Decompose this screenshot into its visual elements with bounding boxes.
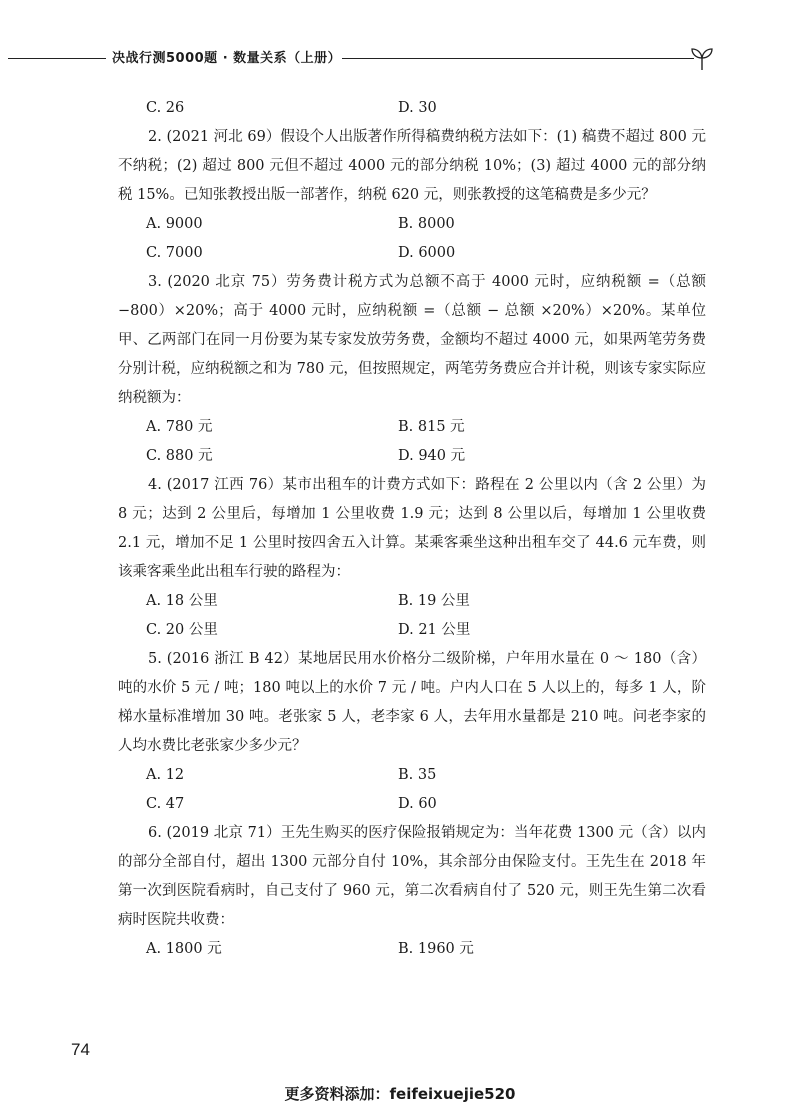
option-a: A. 780 元 <box>146 419 213 435</box>
option-a: A. 12 <box>146 767 185 783</box>
option-c: C. 26 <box>146 100 185 116</box>
header-rule-left <box>8 58 106 59</box>
page-content <box>118 94 706 964</box>
option-a: A. 1800 元 <box>146 941 222 957</box>
option-d: D. 30 <box>398 100 437 116</box>
option-d: D. 60 <box>398 796 437 812</box>
book-title: 决战行测5000题 · 数量关系（上册） <box>112 51 342 66</box>
option-row <box>118 210 706 239</box>
option-row <box>118 442 706 471</box>
option-c: C. 880 元 <box>146 448 213 464</box>
question-text: 2. (2021 河北 69）假设个人出版著作所得稿费纳税方法如下：(1) 稿费不超过 800 元不纳税；(2) 超过 800 元但不超过 4000 元的部分纳税 10%；(3) 超过 4000 元的部分纳税 15%。已知张教授出版一部著作，纳税 620 元，则张教授的这笔稿费是多少元？ <box>118 129 706 203</box>
option-row <box>118 94 706 123</box>
question-text: 4. (2017 江西 76）某市出租车的计费方式如下：路程在 2 公里以内（含 2 公里）为 8 元；达到 2 公里后，每增加 1 公里收费 1.9 元；达到 8 公里以后，每增加 1 公里收费 2.1 元，增加不足 1 公里时按四舍五入计算。某乘客乘坐这种出租车交了 44.6 元车费，则该乘客乘坐此出租车行驶的路程为： <box>118 477 706 580</box>
page-number: 74 <box>71 1040 90 1059</box>
option-b: B. 35 <box>398 767 437 783</box>
option-a: A. 18 公里 <box>146 593 218 609</box>
question-text: 5. (2016 浙江 B 42）某地居民用水价格分二级阶梯，户年用水量在 0 ～ 180（含）吨的水价 5 元 / 吨；180 吨以上的水价 7 元 / 吨。户内人口在 5 人以上的，每多 1 人，阶梯水量标准增加 30 吨。老张家 5 人，老李家 6 人，去年用水量都是 210 吨。问老李家的人均水费比老张家少多少元？ <box>118 651 706 754</box>
option-d: D. 6000 <box>398 245 456 261</box>
option-b: B. 8000 <box>398 216 455 232</box>
option-row <box>118 587 706 616</box>
option-c: C. 7000 <box>146 245 203 261</box>
question-text: 3. (2020 北京 75）劳务费计税方式为总额不高于 4000 元时，应纳税额 =（总额 −800）×20%；高于 4000 元时，应纳税额 =（总额 − 总额 ×20%）×20%。某单位甲、乙两部门在同一月份要为某专家发放劳务费，金额均不超过 4000 元，如果两笔劳务费分别计税，应纳税额之和为 780 元，但按照规定，两笔劳务费应合并计税，则该专家实际应纳税额为： <box>118 274 706 406</box>
page-header <box>0 42 800 72</box>
option-c: C. 20 公里 <box>146 622 218 638</box>
sprout-icon <box>688 44 716 72</box>
option-row <box>118 761 706 790</box>
option-d: D. 940 元 <box>398 448 466 464</box>
option-b: B. 1960 元 <box>398 941 474 957</box>
option-a: A. 9000 <box>146 216 203 232</box>
header-rule-right <box>342 58 694 59</box>
option-b: B. 19 公里 <box>398 593 470 609</box>
option-d: D. 21 公里 <box>398 622 471 638</box>
footer-note: 更多资料添加：feifeixuejie520 <box>284 1085 516 1103</box>
option-c: C. 47 <box>146 796 185 812</box>
option-row <box>118 935 706 964</box>
option-row <box>118 239 706 268</box>
option-row <box>118 413 706 442</box>
option-row <box>118 616 706 645</box>
option-row <box>118 790 706 819</box>
question-text: 6. (2019 北京 71）王先生购买的医疗保险报销规定为：当年花费 1300 元（含）以内的部分全部自付，超出 1300 元部分自付 10%，其余部分由保险支付。王先生在 2018 年第一次到医院看病时，自己支付了 960 元，第二次看病自付了 520 元，则王先生第二次看病时医院共收费： <box>118 825 706 928</box>
option-b: B. 815 元 <box>398 419 465 435</box>
